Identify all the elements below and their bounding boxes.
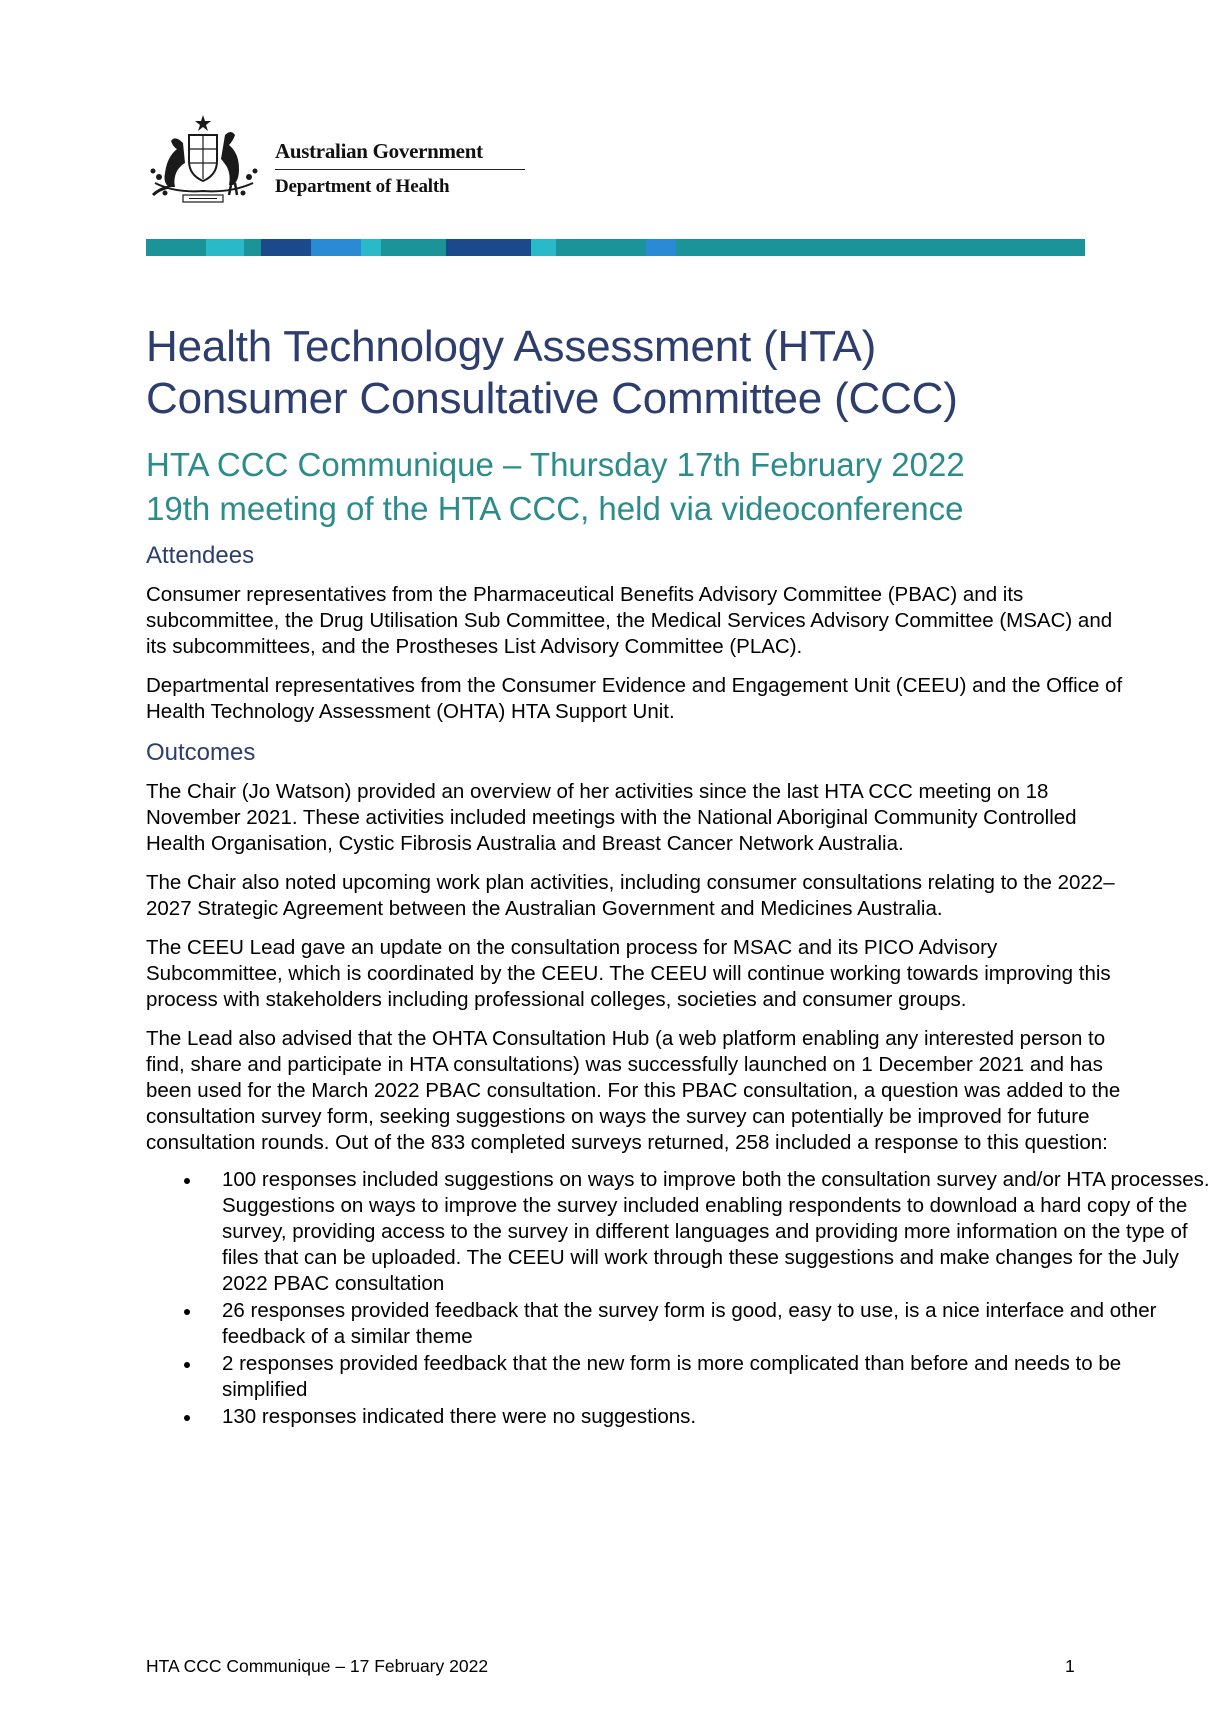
bullet-icon <box>184 1415 190 1421</box>
stripe-segment <box>676 239 1085 256</box>
page-subtitle <box>146 443 1106 531</box>
list-item-text: 100 responses included suggestions on ways to improve both the consultation survey and/or HTA processes. Suggestions on ways to improve the survey included enabling respondents to download a hard copy of the survey, providing access to the survey in different languages and providing more information on the type of files that can be uploaded. The CEEU will work through these suggestions and make changes for the July 2022 PBAC consultation <box>222 1168 1210 1295</box>
stripe-segment <box>261 239 311 256</box>
title-line-1: Health Technology Assessment (HTA) <box>146 322 877 371</box>
list-item-text: 2 responses provided feedback that the new form is more complicated than before and needs to be simplified <box>222 1352 1122 1401</box>
logo-divider <box>275 169 525 170</box>
attendees-paragraph: Departmental representatives from the Consumer Evidence and Engagement Unit (CEEU) and the Office of Health Technology Assessment (OHTA) HTA Support Unit. <box>146 674 1123 723</box>
page-title <box>146 321 1106 425</box>
bullet-icon <box>184 1178 190 1184</box>
list-item <box>146 1351 1212 1403</box>
list-item <box>146 1167 1212 1297</box>
department-name: Department of Health <box>275 176 450 197</box>
government-name: Australian Government <box>275 139 483 163</box>
document-body <box>146 541 1210 1431</box>
outcomes-paragraph: The CEEU Lead gave an update on the consultation process for MSAC and its PICO Advisory Subcommittee, which is coordinated by the CEEU. The CEEU will continue working towards improving this process with stakeholders including professional colleges, societies and consumer groups. <box>146 936 1111 1011</box>
list-item-text: 130 responses indicated there were no suggestions. <box>222 1405 697 1428</box>
stripe-segment <box>531 239 556 256</box>
bullet-icon <box>184 1362 190 1368</box>
page-number: 1 <box>1065 1656 1075 1676</box>
subtitle-line-1: HTA CCC Communique – Thursday 17th February 2022 <box>146 446 965 483</box>
list-item <box>146 1404 1212 1430</box>
title-line-2: Consumer Consultative Committee (CCC) <box>146 374 958 423</box>
outcomes-paragraph: The Chair also noted upcoming work plan activities, including consumer consultations relating to the 2022–2027 Strategic Agreement between the Australian Government and Medicines Australia. <box>146 871 1115 920</box>
footer-title: HTA CCC Communique – 17 February 2022 <box>146 1656 489 1676</box>
government-logo <box>145 113 525 205</box>
list-item <box>146 1298 1212 1350</box>
list-item-text: 26 responses provided feedback that the survey form is good, easy to use, is a nice interface and other feedback of a similar theme <box>222 1299 1157 1348</box>
attendees-heading: Attendees <box>146 542 255 569</box>
stripe-segment <box>381 239 446 256</box>
subtitle-line-2: 19th meeting of the HTA CCC, held via videoconference <box>146 490 964 527</box>
responses-list <box>146 1167 1210 1430</box>
stripe-segment <box>446 239 531 256</box>
bullet-icon <box>184 1309 190 1315</box>
header-color-stripe <box>146 239 1085 256</box>
outcomes-paragraph: The Chair (Jo Watson) provided an overview of her activities since the last HTA CCC meeting on 18 November 2021. These activities included meetings with the National Aboriginal Community Controlled Health Organisation, Cystic Fibrosis Australia and Breast Cancer Network Australia. <box>146 780 1077 855</box>
stripe-segment <box>646 239 676 256</box>
outcomes-paragraph: The Lead also advised that the OHTA Consultation Hub (a web platform enabling any interested person to find, share and participate in HTA consultations) was successfully launched on 1 December 2021 and has been used for the March 2022 PBAC consultation. For this PBAC consultation, a question was added to the consultation survey form, seeking suggestions on ways the survey can potentially be improved for future consultation rounds. Out of the 833 completed surveys returned, 258 included a response to this question: <box>146 1027 1121 1154</box>
outcomes-heading: Outcomes <box>146 739 256 766</box>
stripe-segment <box>146 239 206 256</box>
stripe-segment <box>556 239 646 256</box>
coat-of-arms-icon <box>145 113 265 205</box>
stripe-segment <box>361 239 381 256</box>
stripe-segment <box>311 239 361 256</box>
stripe-segment <box>244 239 261 256</box>
stripe-segment <box>206 239 244 256</box>
attendees-paragraph: Consumer representatives from the Pharmaceutical Benefits Advisory Committee (PBAC) and its subcommittee, the Drug Utilisation Sub Committee, the Medical Services Advisory Committee (MSAC) and its subcommittees, and the Prostheses List Advisory Committee (PLAC). <box>146 583 1113 658</box>
